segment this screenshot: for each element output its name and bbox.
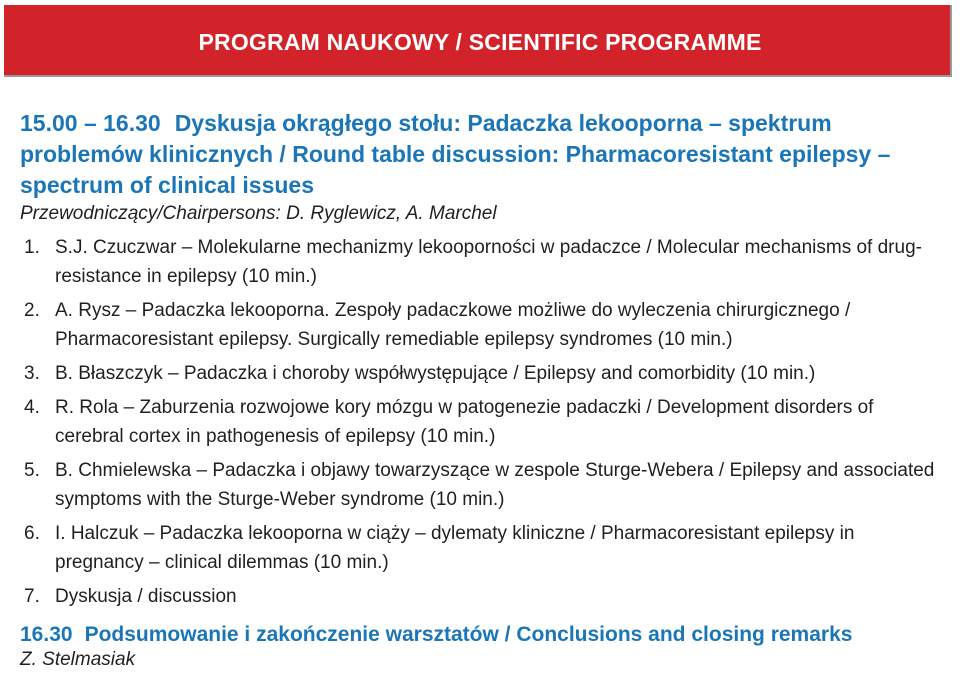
list-item	[24, 519, 944, 577]
talk-text: R. Rola – Zaburzenia rozwojowe kory mózgu w patogenezie padaczki / Development disorders of cerebral cortex in pathogenesis of epilepsy (10 min.)	[55, 397, 874, 447]
closing-time: 16.30	[20, 623, 73, 646]
list-item	[24, 456, 944, 514]
talk-text: I. Halczuk – Padaczka lekooporna w ciąży – dylematy kliniczne / Pharmacoresistant epilepsy in pregnancy – clinical dilemmas (10 min.)	[55, 523, 855, 573]
list-item	[24, 233, 944, 291]
closing-block	[20, 621, 950, 671]
talk-text: B. Błaszczyk – Padaczka i choroby współwystępujące / Epilepsy and comorbidity (10 min.)	[55, 363, 816, 384]
list-item	[24, 359, 944, 388]
talk-text: A. Rysz – Padaczka lekooporna. Zespoły padaczkowe możliwe do wyleczenia chirurgicznego / Pharmacoresistant epilepsy. Surgically remediable epilepsy syndromes (10 min.)	[55, 300, 851, 350]
closing-heading	[20, 621, 950, 649]
talk-number: 6.	[24, 523, 40, 544]
talk-number: 1.	[24, 237, 40, 258]
talk-number: 4.	[24, 397, 40, 418]
closing-title: Podsumowanie i zakończenie warsztatów / Conclusions and closing remarks	[84, 623, 853, 646]
talk-text: S.J. Czuczwar – Molekularne mechanizmy lekooporności w padaczce / Molecular mechanisms of drug-resistance in epilepsy (10 min.)	[55, 237, 922, 287]
page-title: PROGRAM NAUKOWY / SCIENTIFIC PROGRAMME	[198, 29, 762, 55]
closing-chairperson: Z. Stelmasiak	[20, 649, 136, 670]
talk-number: 7.	[24, 586, 40, 607]
talk-number: 2.	[24, 300, 40, 321]
list-item	[24, 296, 944, 354]
talk-text: Dyskusja / discussion	[55, 586, 237, 607]
talk-list	[24, 233, 944, 616]
talk-text: B. Chmielewska – Padaczka i objawy towarzyszące w zespole Sturge-Webera / Epilepsy and associated symptoms with the Sturge-Weber syndrome (10 min.)	[55, 460, 935, 510]
session-chairpersons: Przewodniczący/Chairpersons: D. Ryglewicz, A. Marchel	[20, 203, 497, 224]
session-block	[20, 108, 920, 226]
session-time: 15.00 – 16.30	[20, 110, 161, 136]
list-item	[24, 582, 944, 611]
header-band	[4, 5, 952, 77]
session-heading	[20, 108, 920, 201]
talk-number: 5.	[24, 460, 40, 481]
talk-number: 3.	[24, 363, 40, 384]
session-title: Dyskusja okrągłego stołu: Padaczka lekooporna – spektrum problemów klinicznych / Round table discussion: Pharmacoresistant epilepsy – spectrum of clinical issues	[20, 110, 891, 198]
list-item	[24, 393, 944, 451]
